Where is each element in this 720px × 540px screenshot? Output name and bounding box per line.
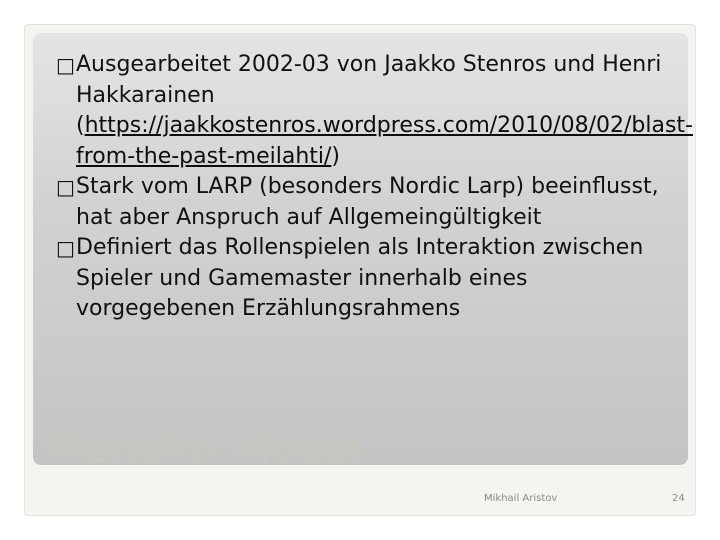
slide-title: Meilahti Model — [48, 428, 364, 471]
bullet-list — [56, 50, 693, 325]
bullet-text-end: ) — [331, 143, 341, 169]
bullet-item-origin — [56, 50, 693, 172]
bullet-item-definition — [56, 233, 686, 325]
source-link[interactable]: https://jaakkostenros.wordpress.com/2010/08/02/blast-from-the-past-meilahti/ — [76, 113, 693, 169]
bullet-text: Definiert das Rollenspielen als Interaktion zwischen Spieler und Gamemaster innerhalb eines vorgegebenen Erzählungsrahmens — [76, 235, 644, 321]
bullet-text: Stark vom LARP (besonders Nordic Larp) beeinflusst, hat aber Anspruch auf Allgemeingültigkeit — [76, 174, 659, 230]
page-number: 24 — [672, 493, 685, 504]
bullet-text: Ausgearbeitet 2002-03 von Jaakko Stenros und Henri Hakkarainen ( — [76, 52, 662, 138]
bullet-item-larp — [56, 172, 686, 233]
bullet-box-icon: □ — [56, 236, 75, 260]
footer-author: Mikhail Aristov — [484, 493, 558, 504]
bullet-box-icon: □ — [56, 175, 75, 199]
bullet-box-icon: □ — [56, 53, 75, 77]
